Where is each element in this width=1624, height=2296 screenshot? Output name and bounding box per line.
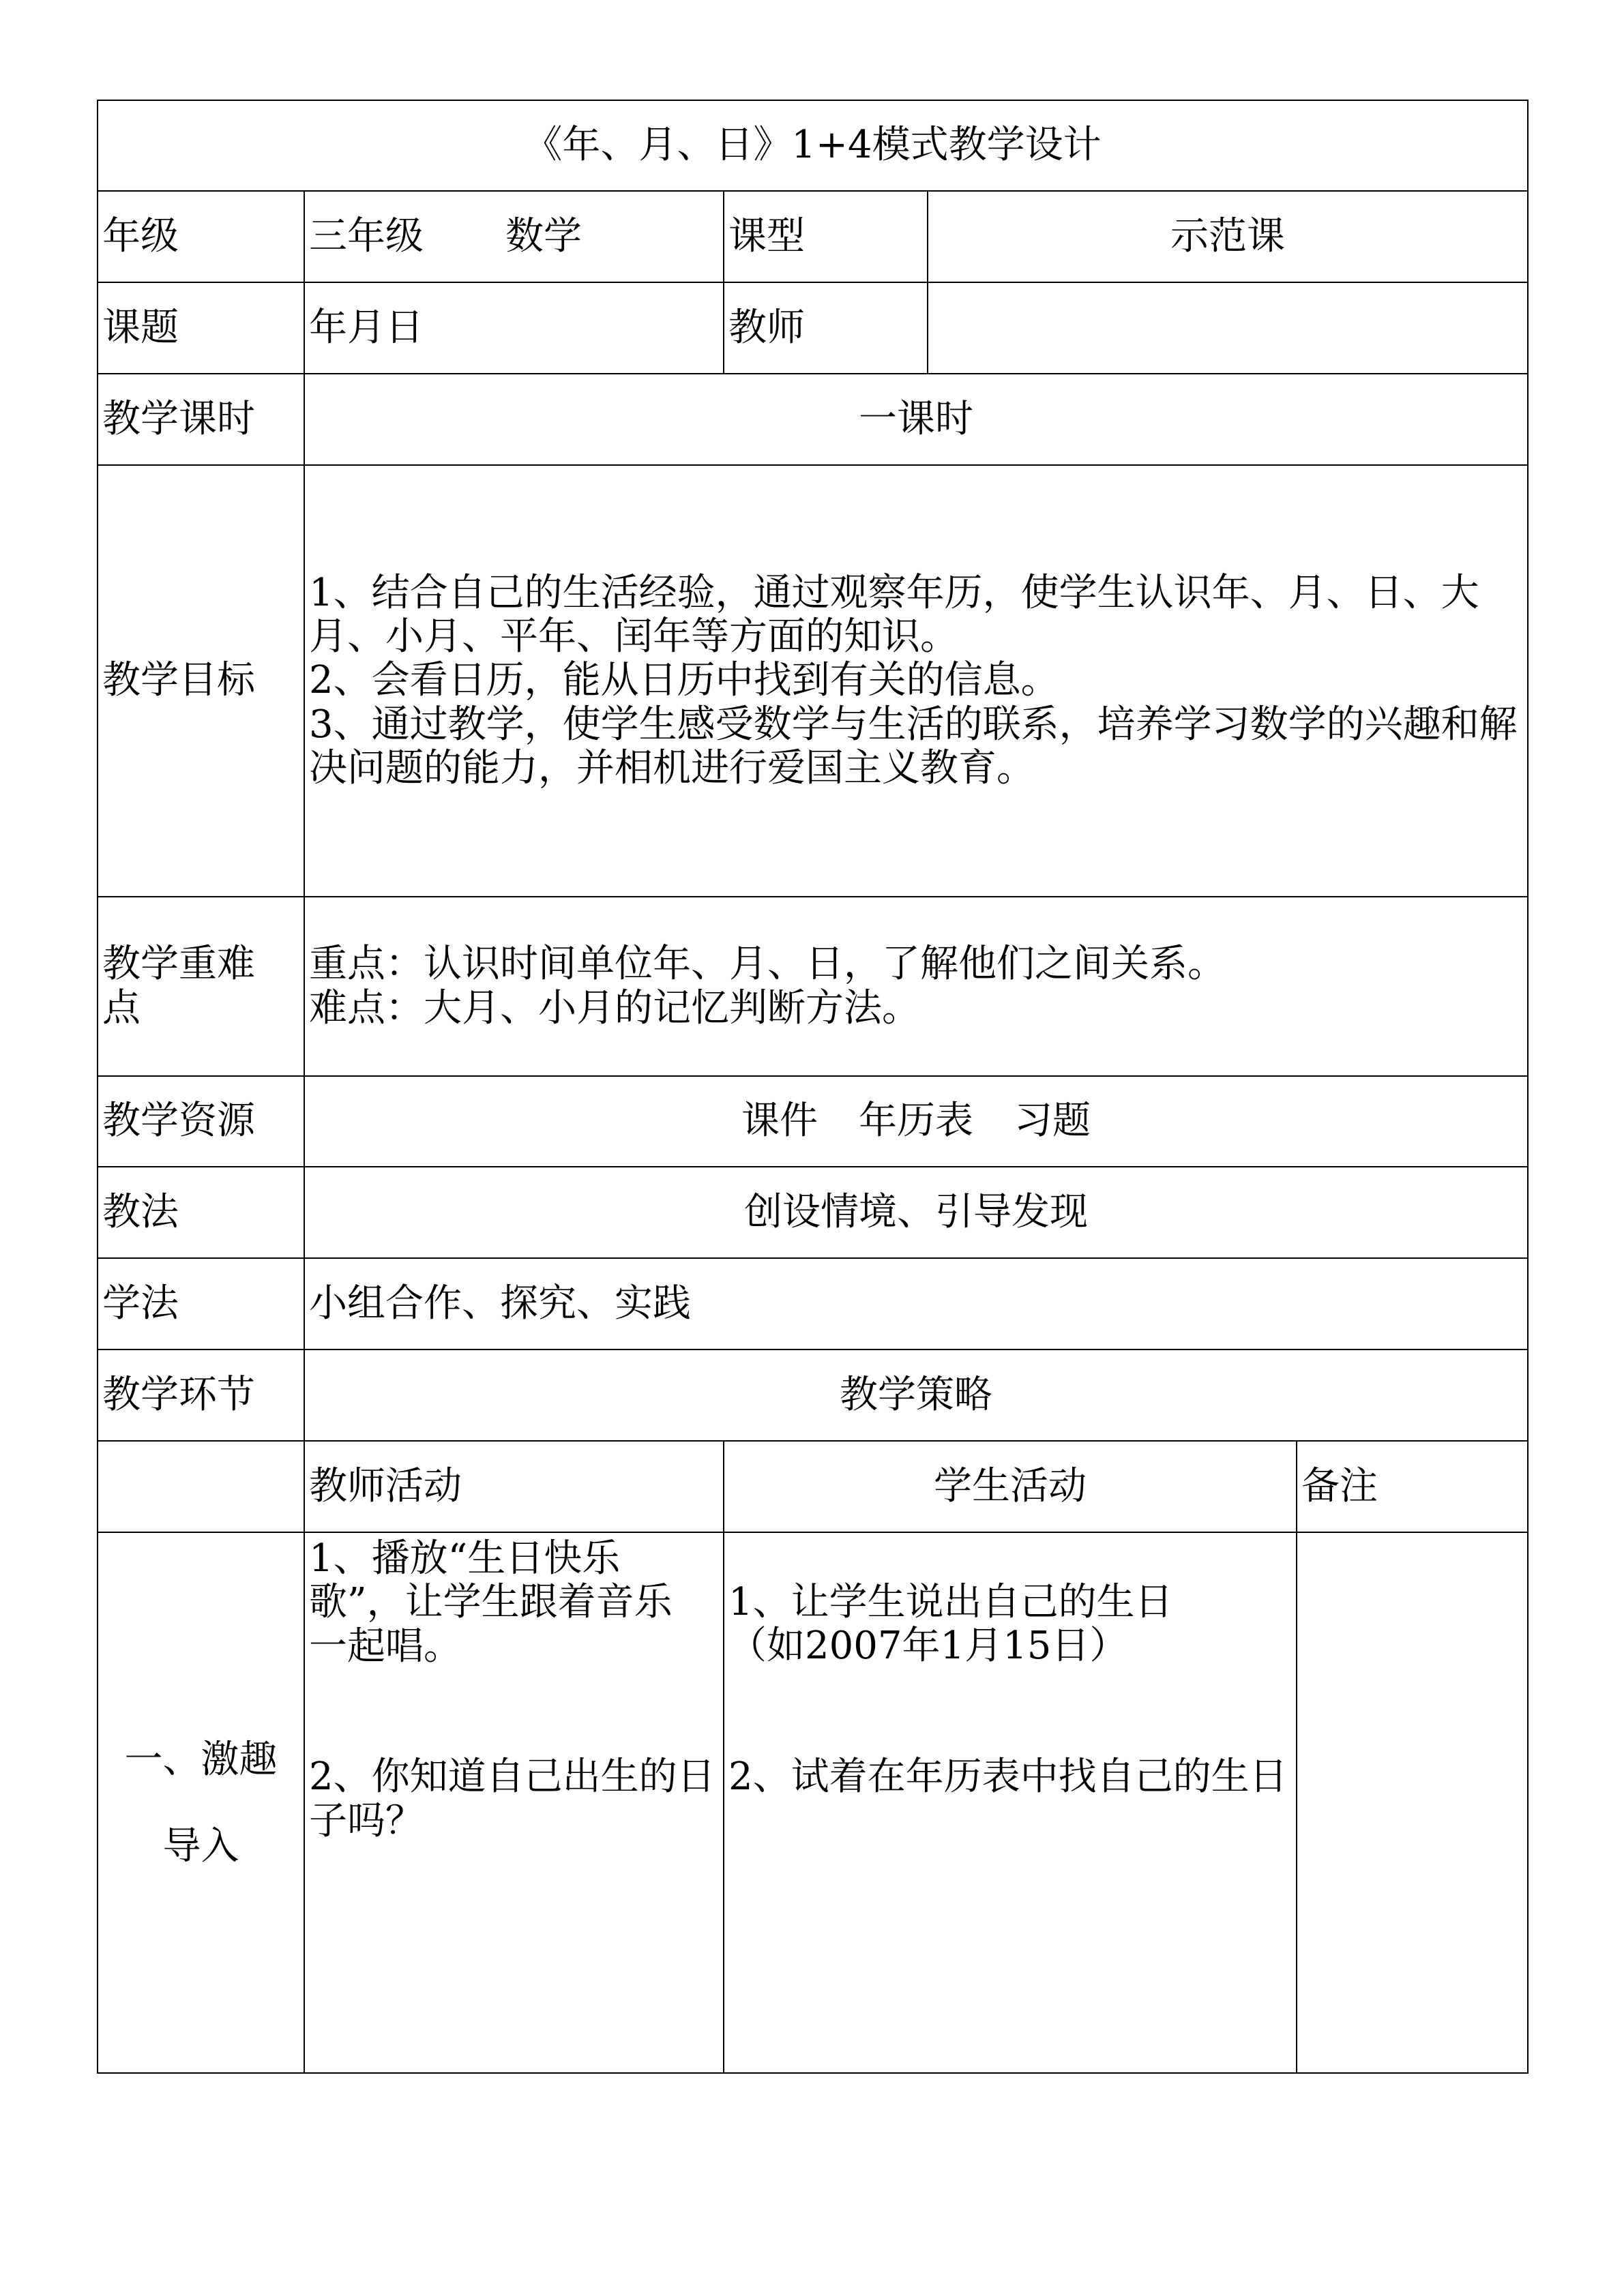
key-point-line: 重点：认识时间单位年、月、日，了解他们之间关系。 — [309, 942, 1226, 987]
intro-student-activity — [724, 1532, 1297, 2073]
document-title: 《年、月、日》1+4模式教学设计 — [98, 100, 1528, 191]
topic-value: 年月日 — [304, 282, 724, 374]
teaching-method-value: 创设情境、引导发现 — [304, 1167, 1528, 1258]
teacher-label: 教师 — [724, 282, 928, 374]
lesson-type-label: 课型 — [724, 191, 928, 282]
goal-line: 2、会看日历，能从日历中找到有关的信息。 — [309, 658, 1059, 703]
goals-content — [304, 465, 1528, 897]
key-points-label — [98, 897, 304, 1076]
teacher-activity-header: 教师活动 — [304, 1441, 724, 1532]
student-activity-line: 2、试着在年历表中找自己的生日 — [728, 1754, 1288, 1799]
intro-row — [98, 1532, 1528, 2073]
student-activity-line: （如2007年1月15日） — [728, 1624, 1128, 1669]
resources-row — [98, 1076, 1528, 1167]
resources-value — [304, 1076, 1528, 1167]
lesson-type-value: 示范课 — [928, 191, 1528, 282]
goal-line: 月、小月、平年、闰年等方面的知识。 — [309, 614, 958, 659]
teacher-activity-line: 一起唱。 — [309, 1624, 462, 1669]
grade-row — [98, 191, 1528, 282]
subject-value: 数学 — [505, 213, 582, 258]
resources-label: 教学资源 — [98, 1076, 304, 1167]
teacher-activity-line: 子吗？ — [309, 1798, 424, 1843]
hours-value: 一课时 — [304, 374, 1528, 465]
title-row — [98, 100, 1528, 191]
intro-stage-label-line: 一、激趣 — [124, 1737, 278, 1782]
teacher-value — [928, 282, 1528, 374]
key-points-label-line: 教学重难 — [102, 942, 255, 987]
stage-row — [98, 1350, 1528, 1441]
teacher-activity-line: 2、你知道自己出生的日 — [309, 1755, 715, 1800]
learning-method-label: 学法 — [98, 1258, 304, 1350]
resource-item: 年历表 — [859, 1099, 974, 1144]
notes-header: 备注 — [1297, 1441, 1528, 1532]
teacher-activity-line: 1、播放“生日快乐 — [309, 1536, 621, 1581]
learning-method-row — [98, 1258, 1528, 1350]
resource-item: 课件 — [741, 1099, 818, 1144]
key-points-row — [98, 897, 1528, 1076]
hours-label: 教学课时 — [98, 374, 304, 465]
activity-header-row — [98, 1441, 1528, 1532]
goals-row — [98, 465, 1528, 897]
topic-label: 课题 — [98, 282, 304, 374]
difficult-point-line: 难点：大月、小月的记忆判断方法。 — [309, 985, 920, 1030]
student-activity-header: 学生活动 — [724, 1441, 1297, 1532]
goal-line: 决问题的能力，并相机进行爱国主义教育。 — [309, 746, 1035, 791]
goal-line: 3、通过教学，使学生感受数学与生活的联系，培养学习数学的兴趣和解 — [309, 702, 1518, 747]
topic-row — [98, 282, 1528, 374]
key-points-label-line: 点 — [102, 985, 141, 1030]
intro-teacher-activity — [304, 1532, 724, 2073]
intro-notes — [1297, 1532, 1528, 2073]
goal-line: 1、结合自己的生活经验，通过观察年历，使学生认识年、月、日、大 — [309, 570, 1479, 615]
strategy-label: 教学策略 — [304, 1350, 1528, 1441]
teaching-method-label: 教法 — [98, 1167, 304, 1258]
grade-label: 年级 — [98, 191, 304, 282]
hours-row — [98, 374, 1528, 465]
lesson-plan-table — [97, 100, 1529, 2074]
intro-stage-label — [98, 1532, 304, 2073]
teacher-activity-line: 歌”，让学生跟着音乐 — [309, 1580, 673, 1625]
intro-stage-label-line: 导入 — [162, 1823, 239, 1868]
key-points-content — [304, 897, 1528, 1076]
grade-value: 三年级 — [309, 213, 424, 258]
stage-label: 教学环节 — [98, 1350, 304, 1441]
student-activity-line: 1、让学生说出自己的生日 — [728, 1580, 1173, 1624]
resource-item: 习题 — [1014, 1099, 1091, 1144]
grade-subject-cell — [304, 191, 724, 282]
activity-header-blank — [98, 1441, 304, 1532]
learning-method-value: 小组合作、探究、实践 — [304, 1258, 1528, 1350]
teaching-method-row — [98, 1167, 1528, 1258]
goals-label: 教学目标 — [98, 465, 304, 897]
